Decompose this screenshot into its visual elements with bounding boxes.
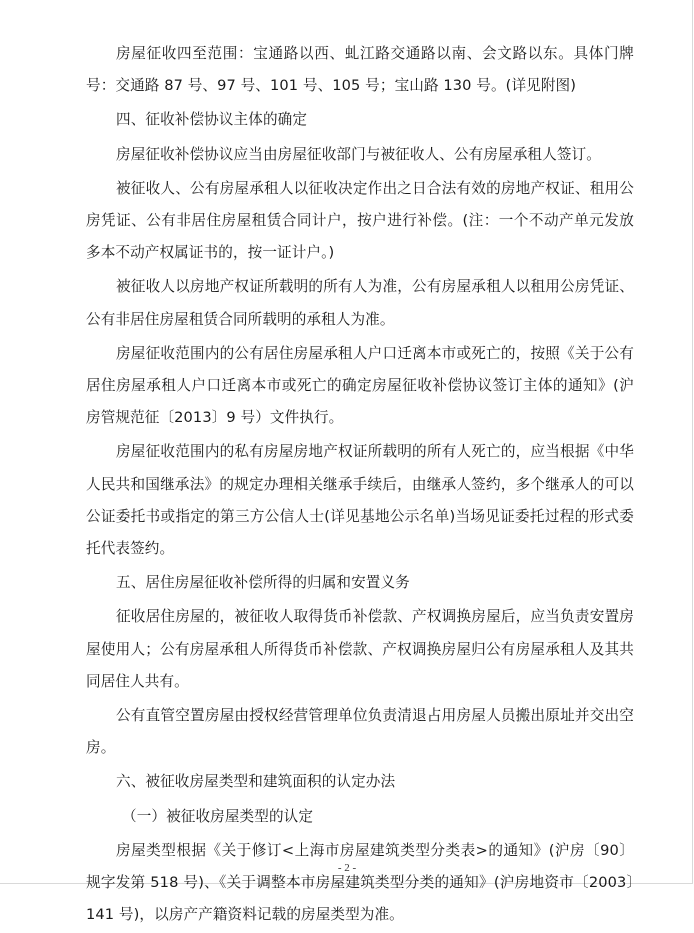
paragraph-public-tenant-death: 房屋征收范围内的公有居住房屋承租人户口迁离本市或死亡的，按照《关于公有居住房屋承租人户口迁离本市或死亡的确定房屋征收补偿协议签订主体的通知》(沪房管规范征〔2013〕9 号）文件执行。 [86,344,634,427]
section-heading-6: 六、被征收房屋类型和建筑面积的认定办法 [116,773,396,791]
paragraph-household-count: 被征收人、公有房屋承租人以征收决定作出之日合法有效的房地产权证、租用公房凭证、公有非居住房屋租赁合同计户，按户进行补偿。(注：一个不动产单元发放多本不动产权属证书的，按一证计户。) [86,179,634,262]
paragraph-private-owner-death: 房屋征收范围内的私有房屋房地产权证所载明的所有人死亡的，应当根据《中华人民共和国继承法》的规定办理相关继承手续后，由继承人签约，多个继承人的可以公证委托书或指定的第三方公信人士(详见基地公示名单)当场见证委托过程的形式委托代表签约。 [86,443,634,558]
page-number: - 2 - [337,862,357,874]
subsection-heading-1: （一）被征收房屋类型的认定 [122,807,314,825]
paragraph-agreement-parties: 房屋征收补偿协议应当由房屋征收部门与被征收人、公有房屋承租人签订。 [116,145,601,163]
paragraph-housing-type: 房屋类型根据《关于修订<上海市房屋建筑类型分类表>的通知》(沪房〔90〕规字发第 518 号)、《关于调整本市房屋建筑类型分类的通知》(沪房地资市〔2003〕141 号)，以房产产籍资料记载的房屋类型为准。 [86,841,634,924]
section-heading-5: 五、居住房屋征收补偿所得的归属和安置义务 [116,574,410,592]
paragraph-vacant-housing: 公有直管空置房屋由授权经营管理单位负责清退占用房屋人员搬出原址并交出空房。 [86,707,634,757]
paragraph-resettlement-duty: 征收居住房屋的，被征收人取得货币补偿款、产权调换房屋后，应当负责安置房屋使用人；公有房屋承租人所得货币补偿款、产权调换房屋归公有房屋承租人及其共同居住人共有。 [86,608,634,690]
section-heading-4: 四、征收补偿协议主体的确定 [116,111,308,129]
paragraph-owner-definition: 被征收人以房地产权证所载明的所有人为准，公有房屋承租人以租用公房凭证、公有非居住房屋租赁合同所载明的承租人为准。 [86,278,634,328]
document-body [86,38,634,933]
paragraph-scope: 房屋征收四至范围：宝通路以西、虬江路交通路以南、会文路以东。具体门牌号：交通路 87 号、97 号、101 号、105 号；宝山路 130 号。(详见附图) [86,45,634,95]
